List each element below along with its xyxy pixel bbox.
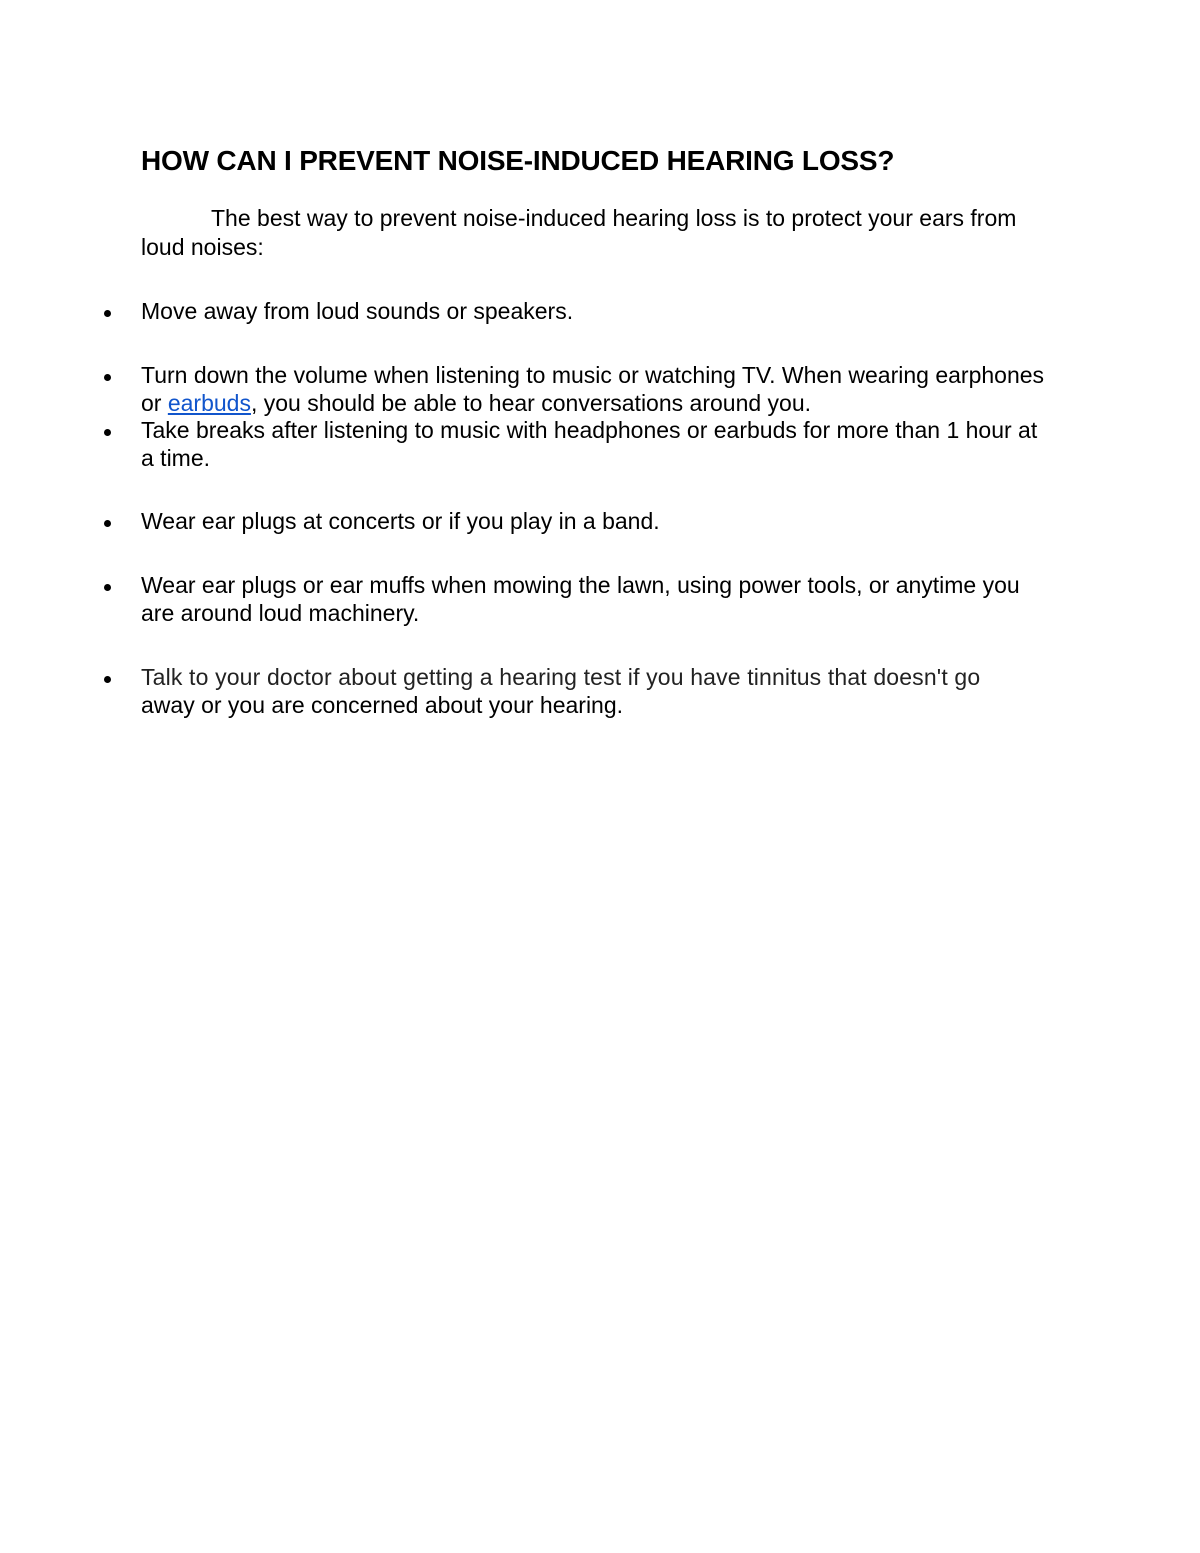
list-item: [141, 416, 1046, 472]
bullet-icon: [104, 374, 111, 381]
bullet-icon: [104, 520, 111, 527]
bullet-icon: [104, 676, 111, 683]
list-item: [141, 361, 1046, 417]
bullet-icon: [104, 310, 111, 317]
list-item: [141, 507, 1046, 535]
bullet-icon: [104, 429, 111, 436]
earbuds-link[interactable]: earbuds: [167, 390, 251, 416]
bullet-icon: [104, 584, 111, 591]
list-item-text: away or you are concerned about your hearing.: [141, 692, 624, 718]
list-item-text: Talk to your doctor about getting a hearing test if you have tinnitus that doesn't go: [141, 664, 981, 690]
list-item: [141, 571, 1046, 627]
list-item-text: Wear ear plugs or ear muffs when mowing the lawn, using power tools, or anytime you are around loud machinery.: [141, 572, 1020, 626]
document-title: HOW CAN I PREVENT NOISE-INDUCED HEARING LOSS?: [141, 145, 895, 176]
list-item: [141, 297, 1046, 325]
list-item-text: Move away from loud sounds or speakers.: [141, 298, 574, 324]
list-item-text: , you should be able to hear conversations around you.: [250, 390, 812, 416]
list-item-text: Wear ear plugs at concerts or if you play in a band.: [141, 508, 660, 534]
list-item: [141, 663, 1046, 719]
list-item-text: Turn down the volume when listening to music or watching TV. When wearing earphones or: [141, 362, 1045, 416]
list-item-text: Take breaks after listening to music with headphones or earbuds for more than 1 hour at a time.: [141, 417, 1038, 471]
intro-paragraph: The best way to prevent noise-induced hearing loss is to protect your ears from loud noises:: [141, 205, 1017, 260]
